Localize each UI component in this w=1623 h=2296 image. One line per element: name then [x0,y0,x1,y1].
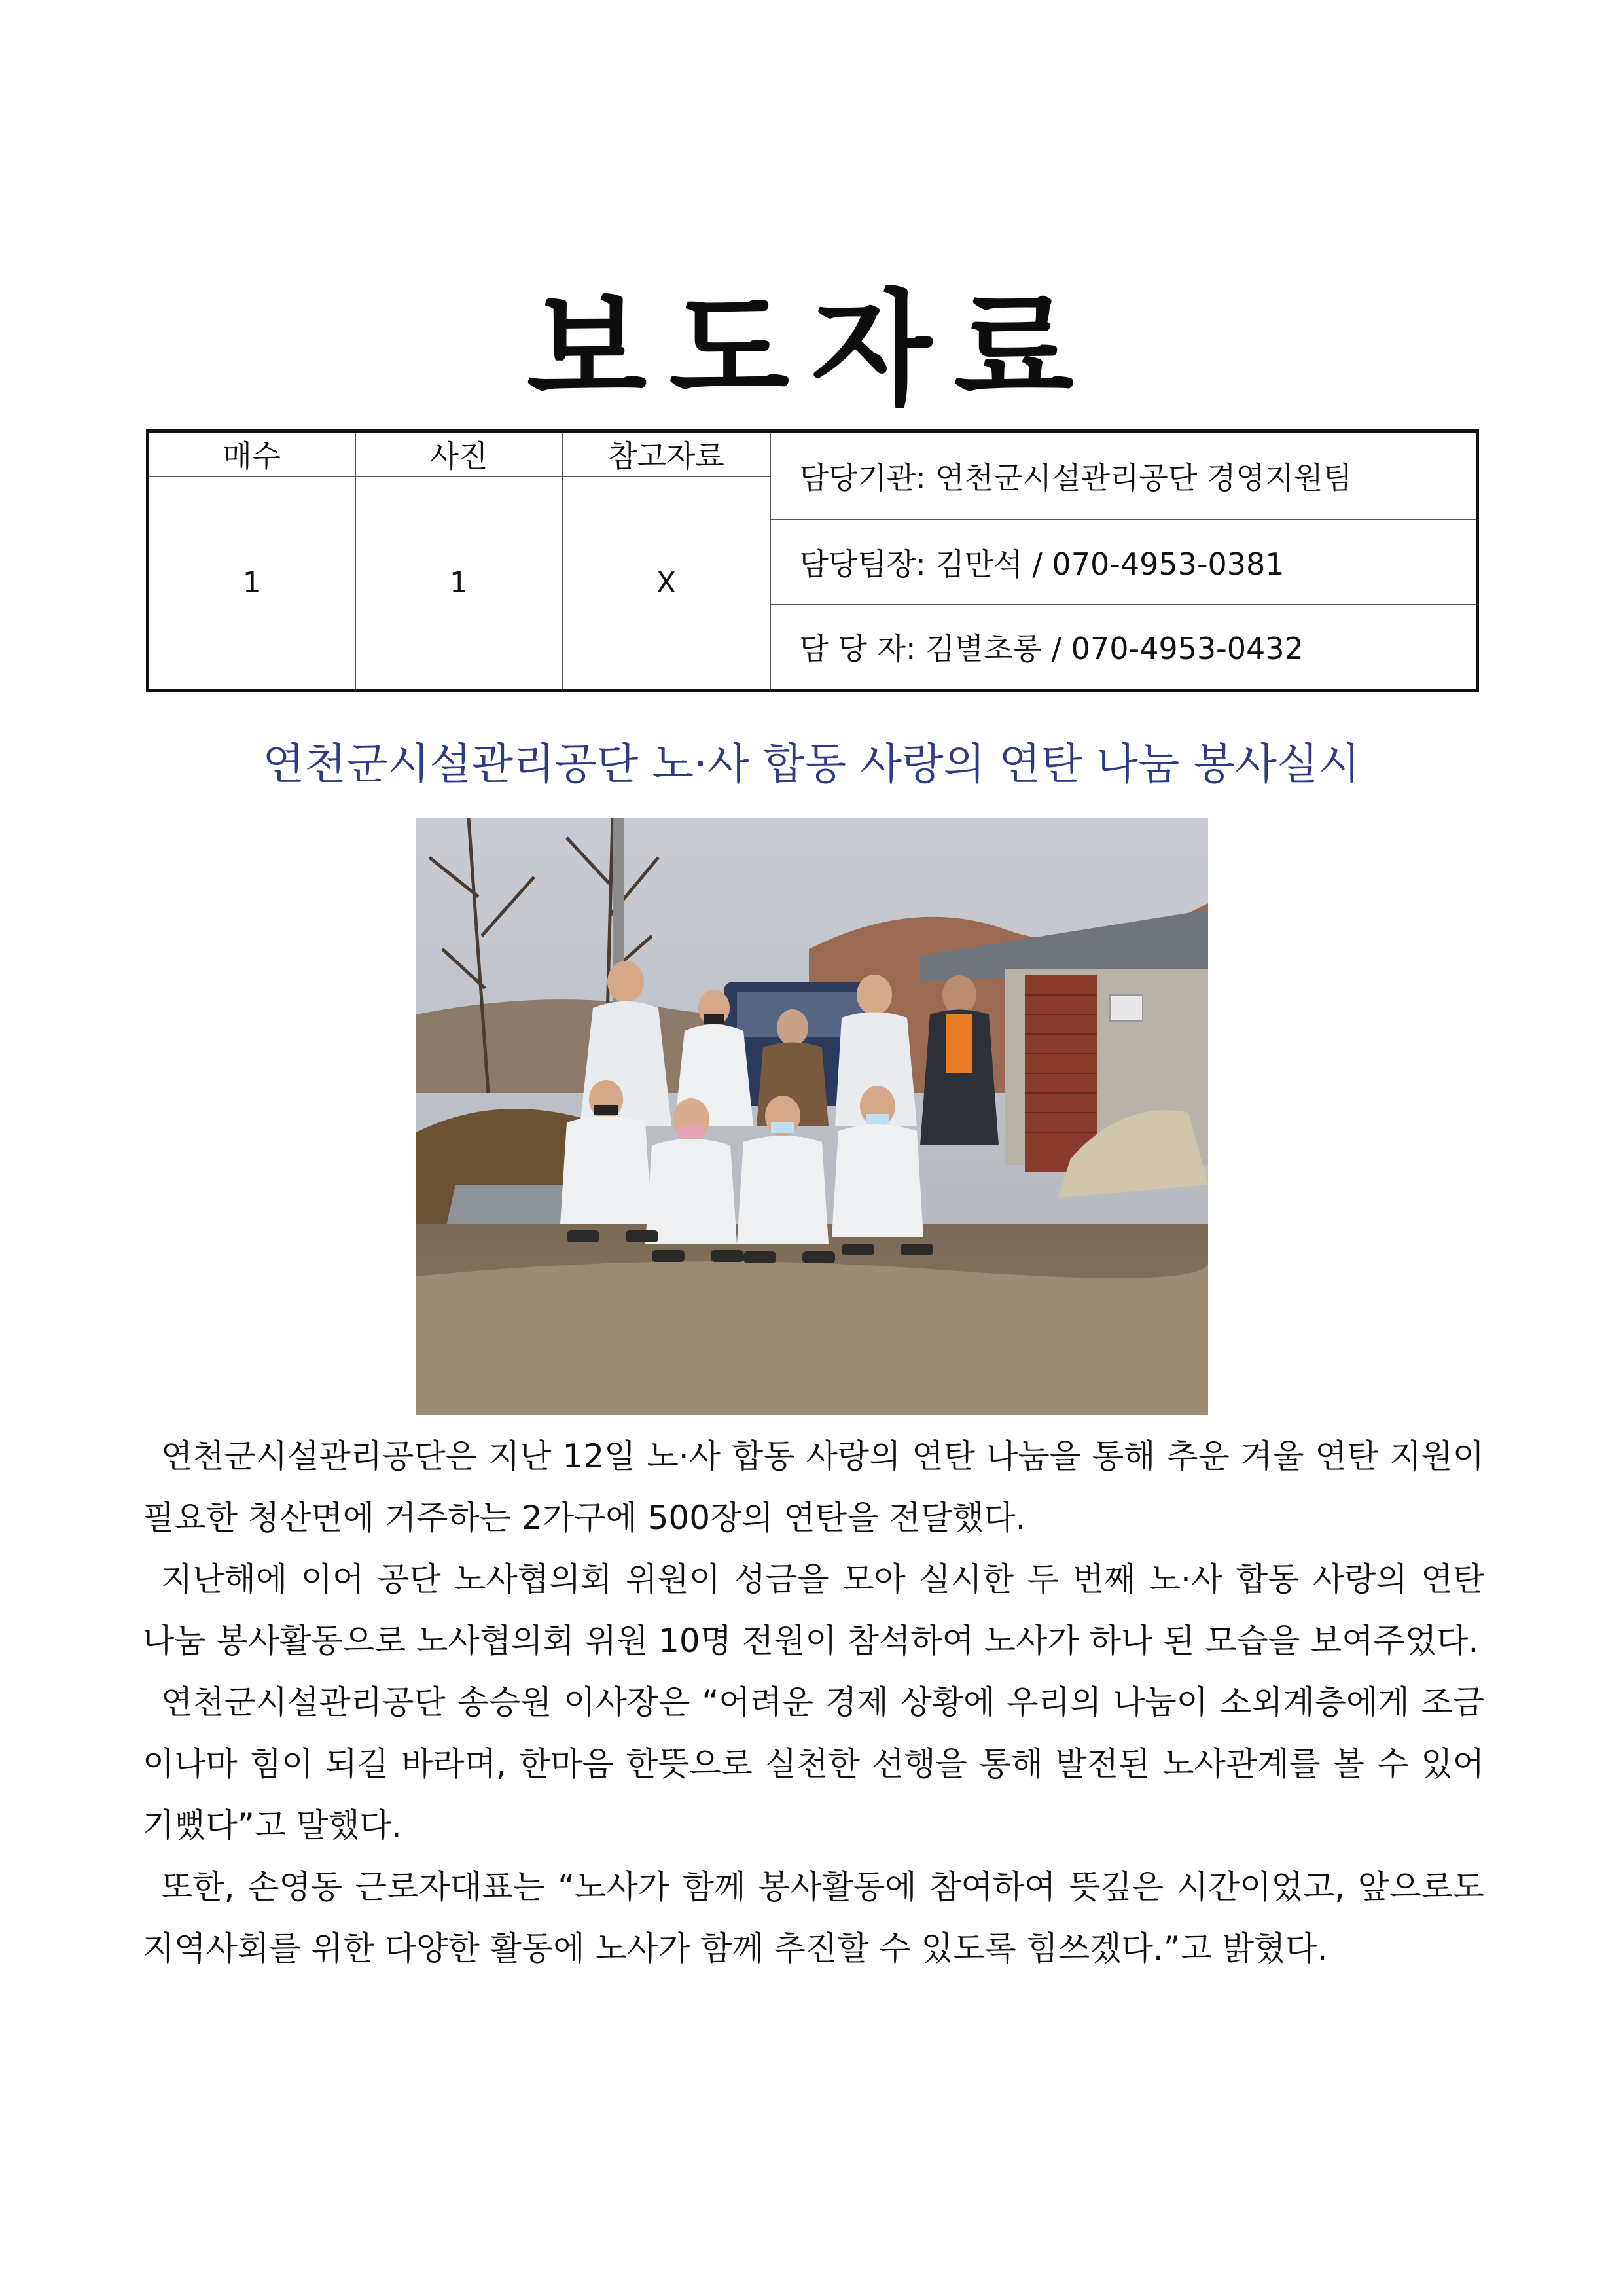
contact-agency [770,431,1478,520]
value-references: X [563,476,770,690]
contact-person-label: 담 당 자: [799,631,916,667]
info-table [146,429,1479,692]
header-references: 참고자료 [563,431,770,477]
value-photos: 1 [355,476,563,690]
contact-person-value: 김별초롱 / 070-4953-0432 [925,631,1304,667]
header-photos: 사진 [355,431,563,477]
contact-team-leader-value: 김만석 / 070-4953-0381 [935,547,1285,582]
paragraph-4: 또한, 손영동 근로자대표는 “노사가 함께 봉사활동에 참여하여 뜻깊은 시간이었고, 앞으로도 지역사회를 위한 다양한 활동에 노사가 함께 추진할 수 있도록 힘쓰겠다.”고 밝혔다. [143,1868,1484,1967]
paragraph-2: 지난해에 이어 공단 노사협의회 위원이 성금을 모아 실시한 두 번째 노·사 합동 사랑의 연탄 나눔 봉사활동으로 노사협의회 위원 10명 전원이 참석하여 노사가 하나 된 모습을 보여주었다. [143,1560,1484,1660]
contact-team-leader-label: 담당팀장: [799,547,926,582]
contact-agency-label: 담당기관: [799,460,926,495]
contact-agency-value: 연천군시설관리공단 경영지원팀 [935,460,1353,495]
paragraph-1: 연천군시설관리공단은 지난 12일 노·사 합동 사랑의 연탄 나눔을 통해 추운 겨울 연탄 지원이 필요한 청산면에 거주하는 2가구에 500장의 연탄을 전달했다. [143,1437,1484,1537]
article-body [143,1426,1484,1979]
contact-team-leader [770,520,1478,605]
paragraph-3: 연천군시설관리공단 송승원 이사장은 “어려운 경제 상황에 우리의 나눔이 소외계층에게 조금이나마 힘이 되길 바라며, 한마음 한뜻으로 실천한 선행을 통해 발전된 노사관계를 볼 수 있어 기뻤다”고 말했다. [143,1683,1484,1844]
headline: 연천군시설관리공단 노·사 합동 사랑의 연탄 나눔 봉사실시 [262,739,1361,789]
volunteer-group-photo [416,818,1208,1415]
header-pages: 매수 [148,431,355,477]
document-title: 보도자료 [526,278,1097,422]
contact-person [770,605,1478,690]
value-pages: 1 [148,476,355,690]
